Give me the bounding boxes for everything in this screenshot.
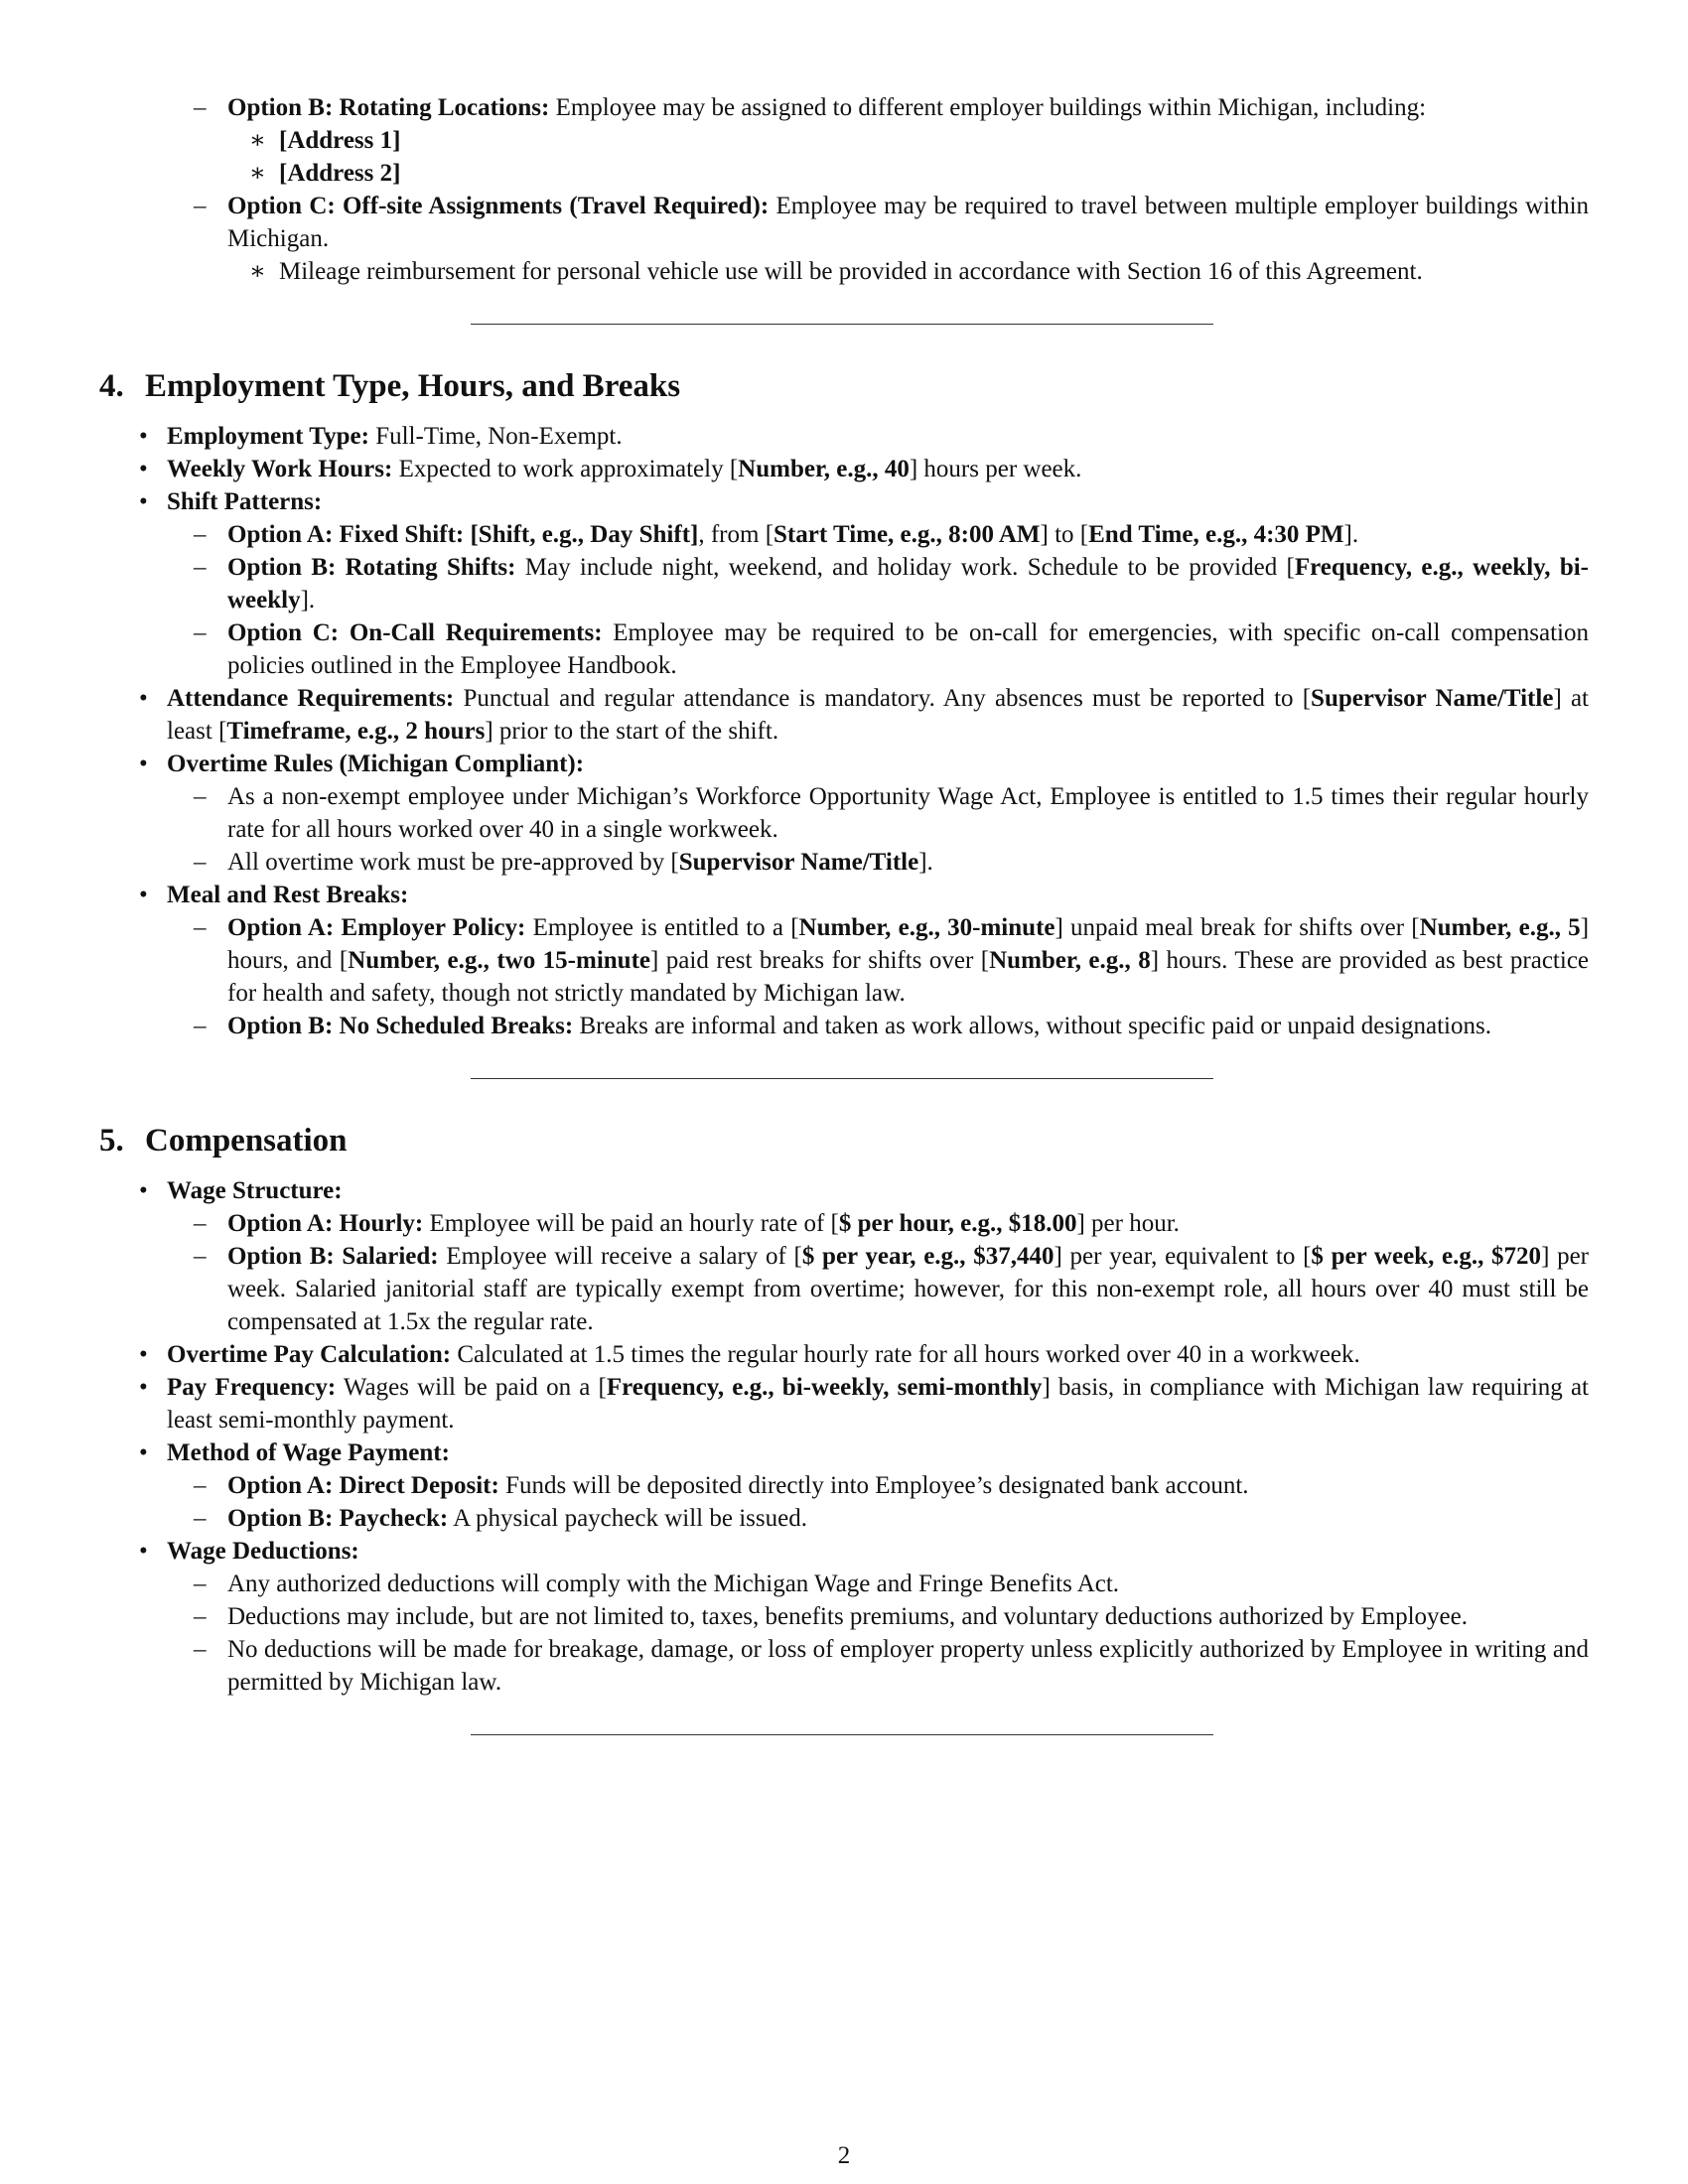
option-b-rotating-locations: – Option B: Rotating Locations: Employee may be assigned to different employer buildings within Michigan, including: ∗ [Address 1] ∗ [Address 2] <box>167 91 1589 190</box>
option-c-offsite-assignments: – Option C: Off-site Assignments (Travel Required): Employee may be required to travel between multiple employer buildings within Michigan. ∗ Mileage reimbursement for personal vehicle use will be provided in accordance with Section 16 of this Agreement. <box>167 190 1589 288</box>
list-item: – Option A: Hourly: Employee will be paid an hourly rate of [$ per hour, e.g., $18.00] per hour. <box>167 1207 1589 1240</box>
list-item: – All overtime work must be pre-approved by [Supervisor Name/Title]. <box>167 846 1589 879</box>
list-item: – Option B: Salaried: Employee will receive a salary of [$ per year, e.g., $37,440] per year, equivalent to [$ per week, e.g., $720] per week. Salaried janitorial staff are typically exempt from overtime; however, for this non-exempt role, all hours over 40 must still be compensated at 1.5x the regular rate. <box>167 1240 1589 1338</box>
list-item: • Overtime Pay Calculation: Calculated at 1.5 times the regular hourly rate for all hours worked over 40 in a workweek. <box>99 1338 1589 1371</box>
mileage-item: ∗ Mileage reimbursement for personal vehicle use will be provided in accordance with Section 16 of this Agreement. <box>227 255 1589 288</box>
list-item: – Option A: Fixed Shift: [Shift, e.g., Day Shift], from [Start Time, e.g., 8:00 AM] to [End Time, e.g., 4:30 PM]. <box>167 518 1589 551</box>
list-item: – Option B: No Scheduled Breaks: Breaks are informal and taken as work allows, without specific paid or unpaid designations. <box>167 1010 1589 1042</box>
list-item: • Wage Deductions: – Any authorized deductions will comply with the Michigan Wage and Fringe Benefits Act. – Deductions may include, but are not limited to, taxes, benefits premiums, and voluntary deductions authorized by Employee. – No deductions will be made for breakage, damage, or loss of employer property unless explicitly authorized by Employee in writing and permitted by Michigan law. <box>99 1535 1589 1699</box>
section-divider <box>471 1078 1213 1079</box>
address-item: ∗ [Address 2] <box>227 157 1589 190</box>
list-item: – As a non-exempt employee under Michigan’s Workforce Opportunity Wage Act, Employee is entitled to 1.5 times their regular hourly rate for all hours worked over 40 in a single workweek. <box>167 780 1589 846</box>
list-item: • Attendance Requirements: Punctual and regular attendance is mandatory. Any absences must be reported to [Supervisor Name/Title] at least [Timeframe, e.g., 2 hours] prior to the start of the shift. <box>99 682 1589 748</box>
list-item: – Any authorized deductions will comply with the Michigan Wage and Fringe Benefits Act. <box>167 1568 1589 1600</box>
section-heading: 5. Compensation <box>99 1123 348 1159</box>
list-item: • Shift Patterns: – Option A: Fixed Shift: [Shift, e.g., Day Shift], from [Start Time, e.g., 8:00 AM] to [End Time, e.g., 4:30 PM]. – Option B: Rotating Shifts: May include night, weekend, and holiday work. Schedule to be provided [Frequency, e.g., weekly, bi-weekly]. – Option C: On-Call Requirements: Employee may be required to be on-call for emergencies, with specific on-call compensation policies outlined in the Employee Handbook. <box>99 485 1589 682</box>
list-item: • Meal and Rest Breaks: – Option A: Employer Policy: Employee is entitled to a [Number, e.g., 30-minute] unpaid meal break for shifts over [Number, e.g., 5] hours, and [Number, e.g., two 15-minute] paid rest breaks for shifts over [Number, e.g., 8] hours. These are provided as best practice for health and safety, though not strictly mandated by Michigan law. – Option B: No Scheduled Breaks: Breaks are informal and taken as work allows, without specific paid or unpaid designations. <box>99 879 1589 1042</box>
section-heading: 4. Employment Type, Hours, and Breaks <box>99 368 681 404</box>
list-item: – Option A: Employer Policy: Employee is entitled to a [Number, e.g., 30-minute] unpaid meal break for shifts over [Number, e.g., 5] hours, and [Number, e.g., two 15-minute] paid rest breaks for shifts over [Number, e.g., 8] hours. These are provided as best practice for health and safety, though not strictly mandated by Michigan law. <box>167 911 1589 1010</box>
list-item: • Pay Frequency: Wages will be paid on a [Frequency, e.g., bi-weekly, semi-monthly] basis, in compliance with Michigan law requiring at least semi-monthly payment. <box>99 1371 1589 1436</box>
list-item: • Overtime Rules (Michigan Compliant): – As a non-exempt employee under Michigan’s Workforce Opportunity Wage Act, Employee is entitled to 1.5 times their regular hourly rate for all hours worked over 40 in a single workweek. – All overtime work must be pre-approved by [Supervisor Name/Title]. <box>99 748 1589 879</box>
list-item: – Option B: Rotating Shifts: May include night, weekend, and holiday work. Schedule to be provided [Frequency, e.g., weekly, bi-weekly]. <box>167 551 1589 616</box>
section-divider <box>471 1734 1213 1735</box>
list-item: – Option B: Paycheck: A physical paycheck will be issued. <box>167 1502 1589 1535</box>
list-item: • Weekly Work Hours: Expected to work approximately [Number, e.g., 40] hours per week. <box>99 453 1589 485</box>
section-5-list <box>99 1174 1589 1699</box>
location-options-list <box>167 91 1589 288</box>
list-item: • Method of Wage Payment: – Option A: Direct Deposit: Funds will be deposited directly into Employee’s designated bank account. – Option B: Paycheck: A physical paycheck will be issued. <box>99 1436 1589 1535</box>
page-number: 2 <box>837 2142 851 2169</box>
list-item: • Employment Type: Full-Time, Non-Exempt. <box>99 420 1589 453</box>
section-4-list <box>99 420 1589 1042</box>
list-item: – Option A: Direct Deposit: Funds will be deposited directly into Employee’s designated bank account. <box>167 1469 1589 1502</box>
address-item: ∗ [Address 1] <box>227 124 1589 157</box>
section-divider <box>471 324 1213 325</box>
address-list <box>227 124 1589 190</box>
document-page <box>99 91 1589 1735</box>
list-item: • Wage Structure: – Option A: Hourly: Employee will be paid an hourly rate of [$ per hour, e.g., $18.00] per hour. – Option B: Salaried: Employee will receive a salary of [$ per year, e.g., $37,440] per year, equivalent to [$ per week, e.g., $720] per week. Salaried janitorial staff are typically exempt from overtime; however, for this non-exempt role, all hours over 40 must still be compensated at 1.5x the regular rate. <box>99 1174 1589 1338</box>
list-item: – No deductions will be made for breakage, damage, or loss of employer property unless explicitly authorized by Employee in writing and permitted by Michigan law. <box>167 1633 1589 1699</box>
list-item: – Option C: On-Call Requirements: Employee may be required to be on-call for emergencies, with specific on-call compensation policies outlined in the Employee Handbook. <box>167 616 1589 682</box>
list-item: – Deductions may include, but are not limited to, taxes, benefits premiums, and voluntary deductions authorized by Employee. <box>167 1600 1589 1633</box>
